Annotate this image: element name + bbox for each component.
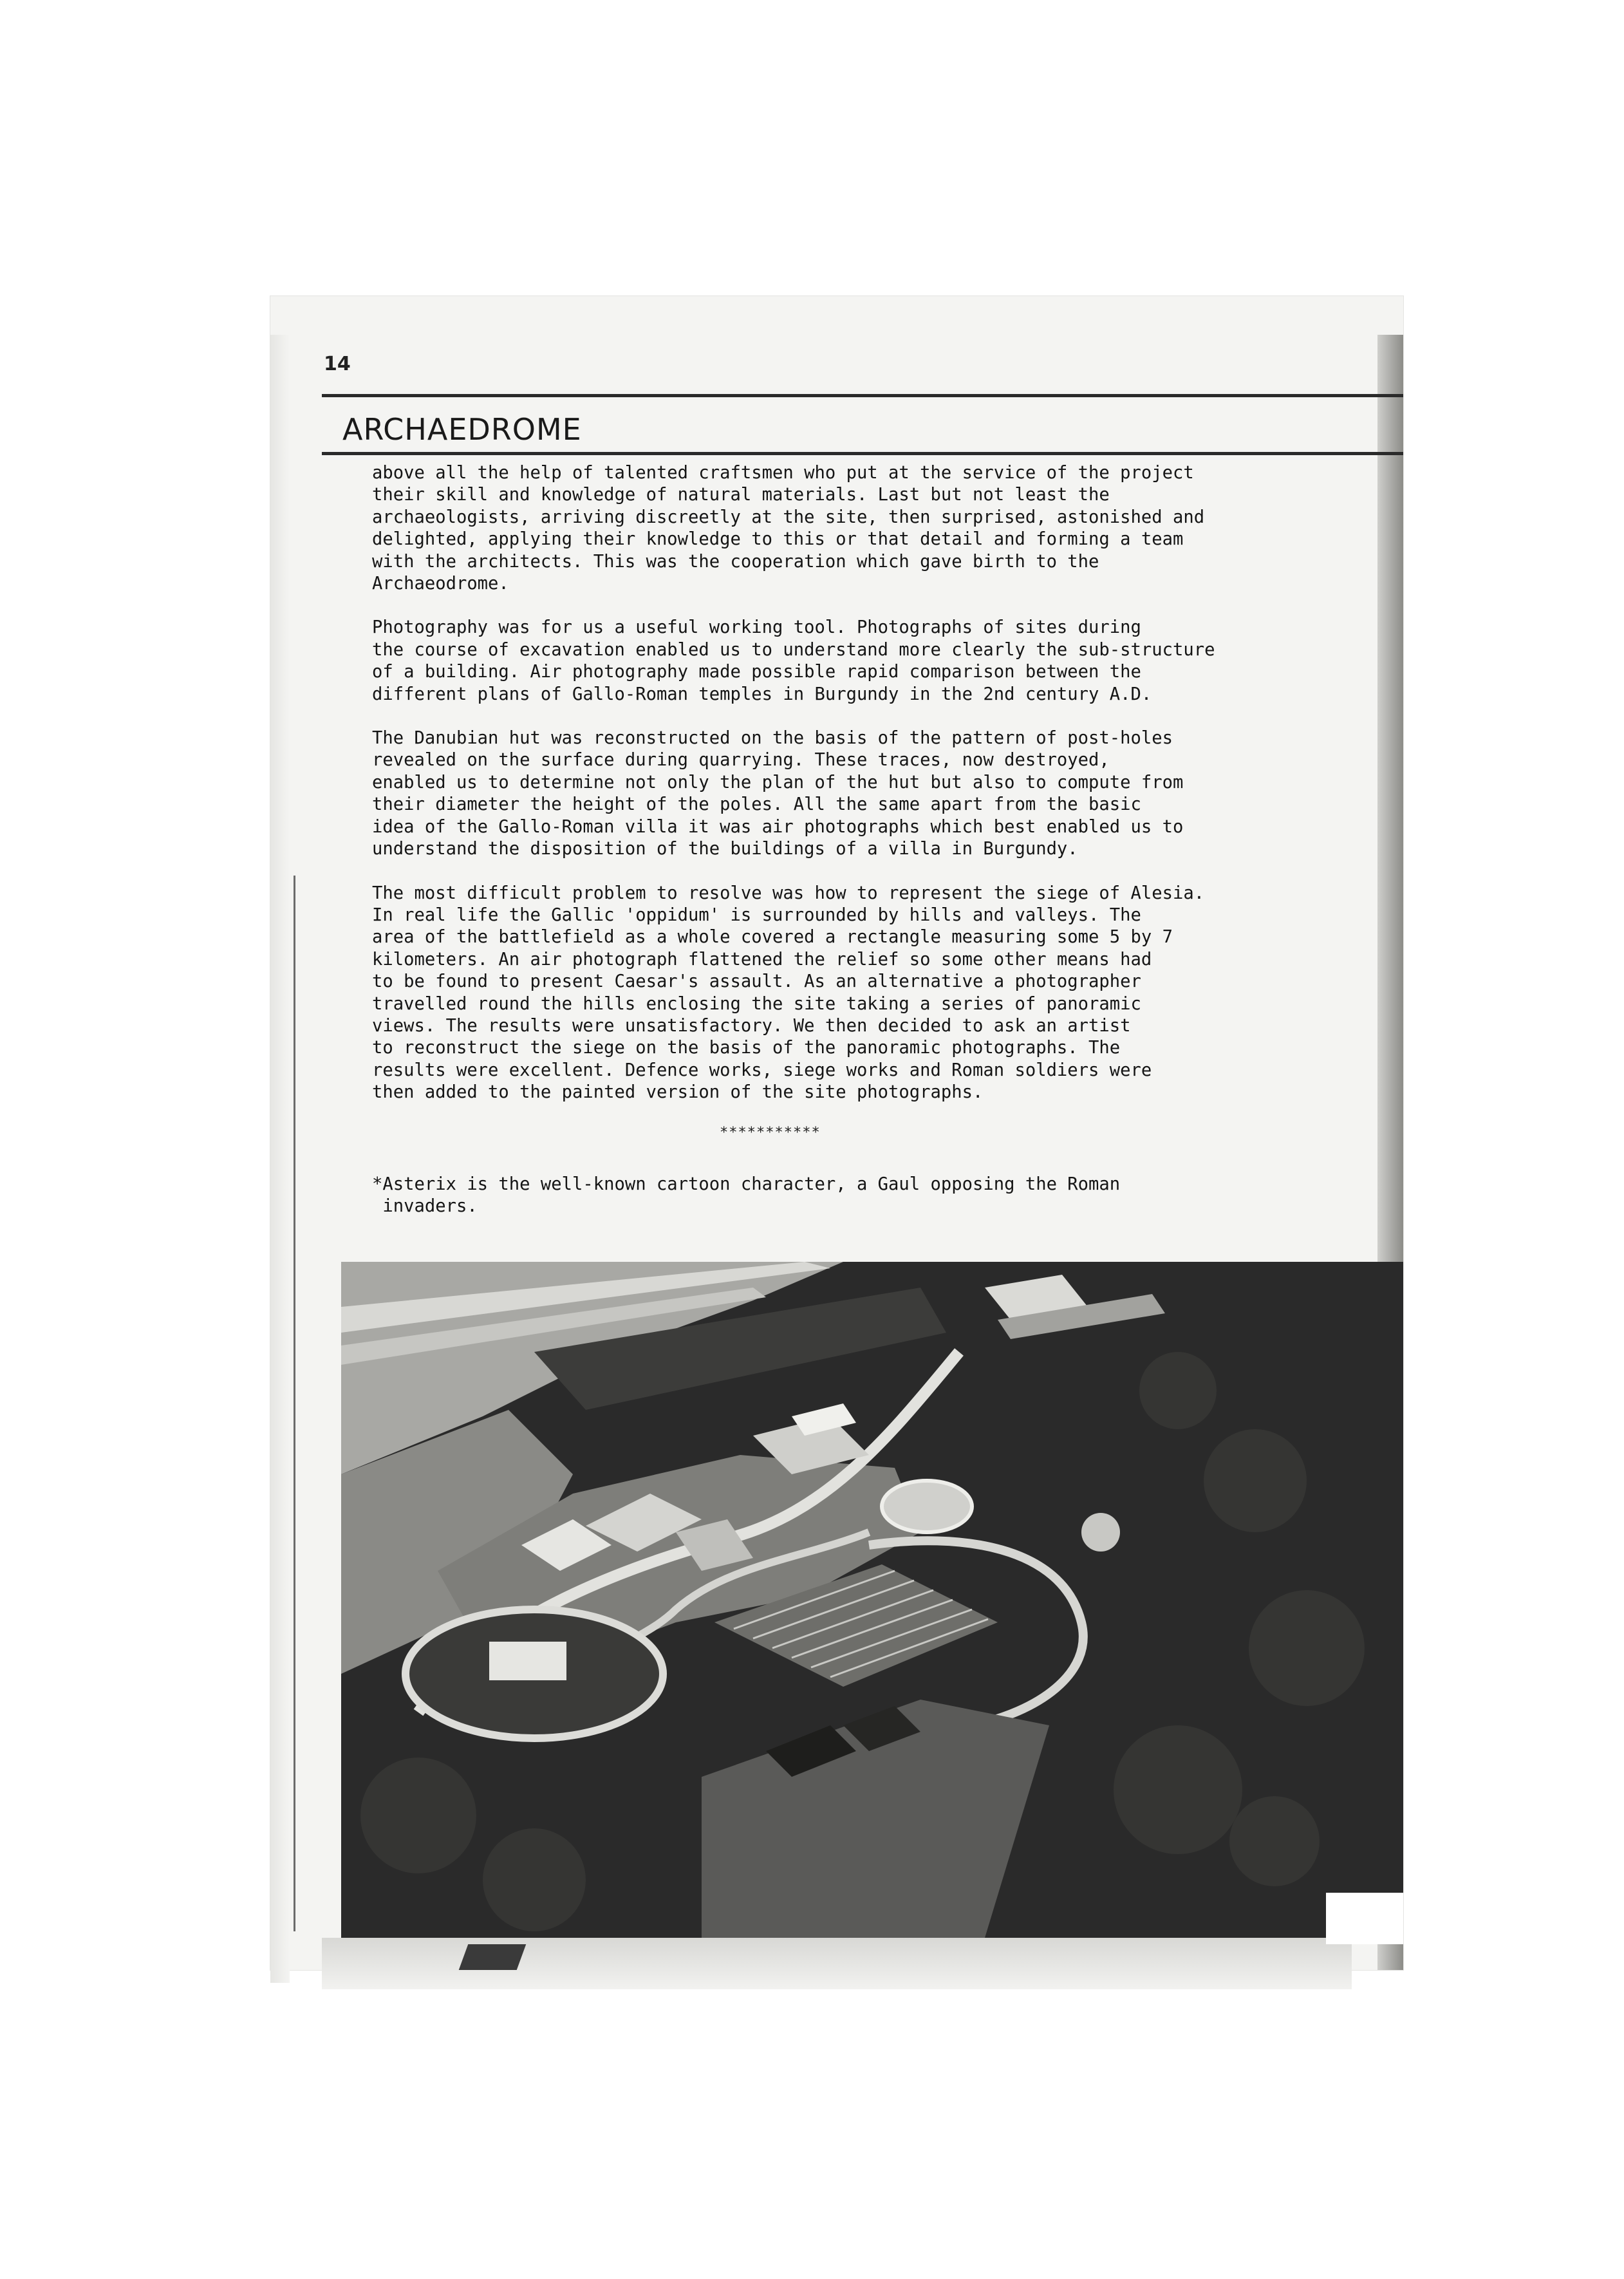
separator-stars: *********** — [720, 1124, 821, 1141]
enclosure-building — [489, 1642, 566, 1680]
header-rule — [322, 452, 1403, 455]
section-header: ARCHAEDROME — [342, 412, 582, 447]
page-number: 14 — [324, 353, 351, 375]
paragraph-danubian-hut: The Danubian hut was reconstructed on the basis of the pattern of post-holes revealed on the surface during quarrying. These traces, now destroyed, enabled us to determine not only the plan of the hut but also to compute from their diameter the height of the poles. All the same apart from the basic idea of the Gallo-Roman villa it was air photographs which best enabled us to understand the disposition of the buildings of a villa in Burgundy. — [372, 728, 1184, 859]
aerial-photograph — [341, 1262, 1403, 1938]
margin-line — [294, 876, 295, 1931]
aerial-photograph-icon — [341, 1262, 1403, 1938]
footnote: *Asterix is the well-known cartoon character, a Gaul opposing the Roman invaders. — [372, 1174, 1121, 1217]
paragraph-alesia: The most difficult problem to resolve was how to represent the siege of Alesia. In real life the Gallic 'oppidum' is surrounded by hills and valleys. The area of the battlefield as a whole covered a rectangle measuring some 5 by 7 kilometers. An air photograph flattened the relief so some other means had to be found to present Caesar's assault. As an alternative a photographer travelled round the hills enclosing the site taking a series of panoramic views. The results were unsatisfactory. We then decided to ask an artist to reconstruct the siege on the basis of the panoramic photographs. The results were excellent. Defence works, siege works and Roman soldiers were then added to the painted version of the site photographs. — [372, 883, 1205, 1103]
article-body — [372, 462, 1331, 1218]
round-hut-site — [882, 1481, 972, 1532]
paragraph-photography: Photography was for us a useful working tool. Photographs of sites during the course of excavation enabled us to understand more clearly the sub-structure of a building. Air photography made possible rapid comparison between the different plans of Gallo-Roman temples in Burgundy in the 2nd century A.D. — [372, 617, 1215, 704]
photo-corner-tear — [1326, 1893, 1403, 1944]
top-rule — [322, 394, 1403, 397]
bottom-mark — [459, 1944, 527, 1970]
paragraph-craftsmen: above all the help of talented craftsmen who put at the service of the project their skill and knowledge of natural materials. Last but not least the archaeologists, arriving discreetly at the site, then surprised, astonished and delighted, applying their knowledge to this or that detail and forming a team with the architects. This was the cooperation which gave birth to the Archaeodrome. — [372, 463, 1205, 594]
light-tree — [1081, 1513, 1120, 1552]
page-edge-left — [270, 335, 290, 1983]
